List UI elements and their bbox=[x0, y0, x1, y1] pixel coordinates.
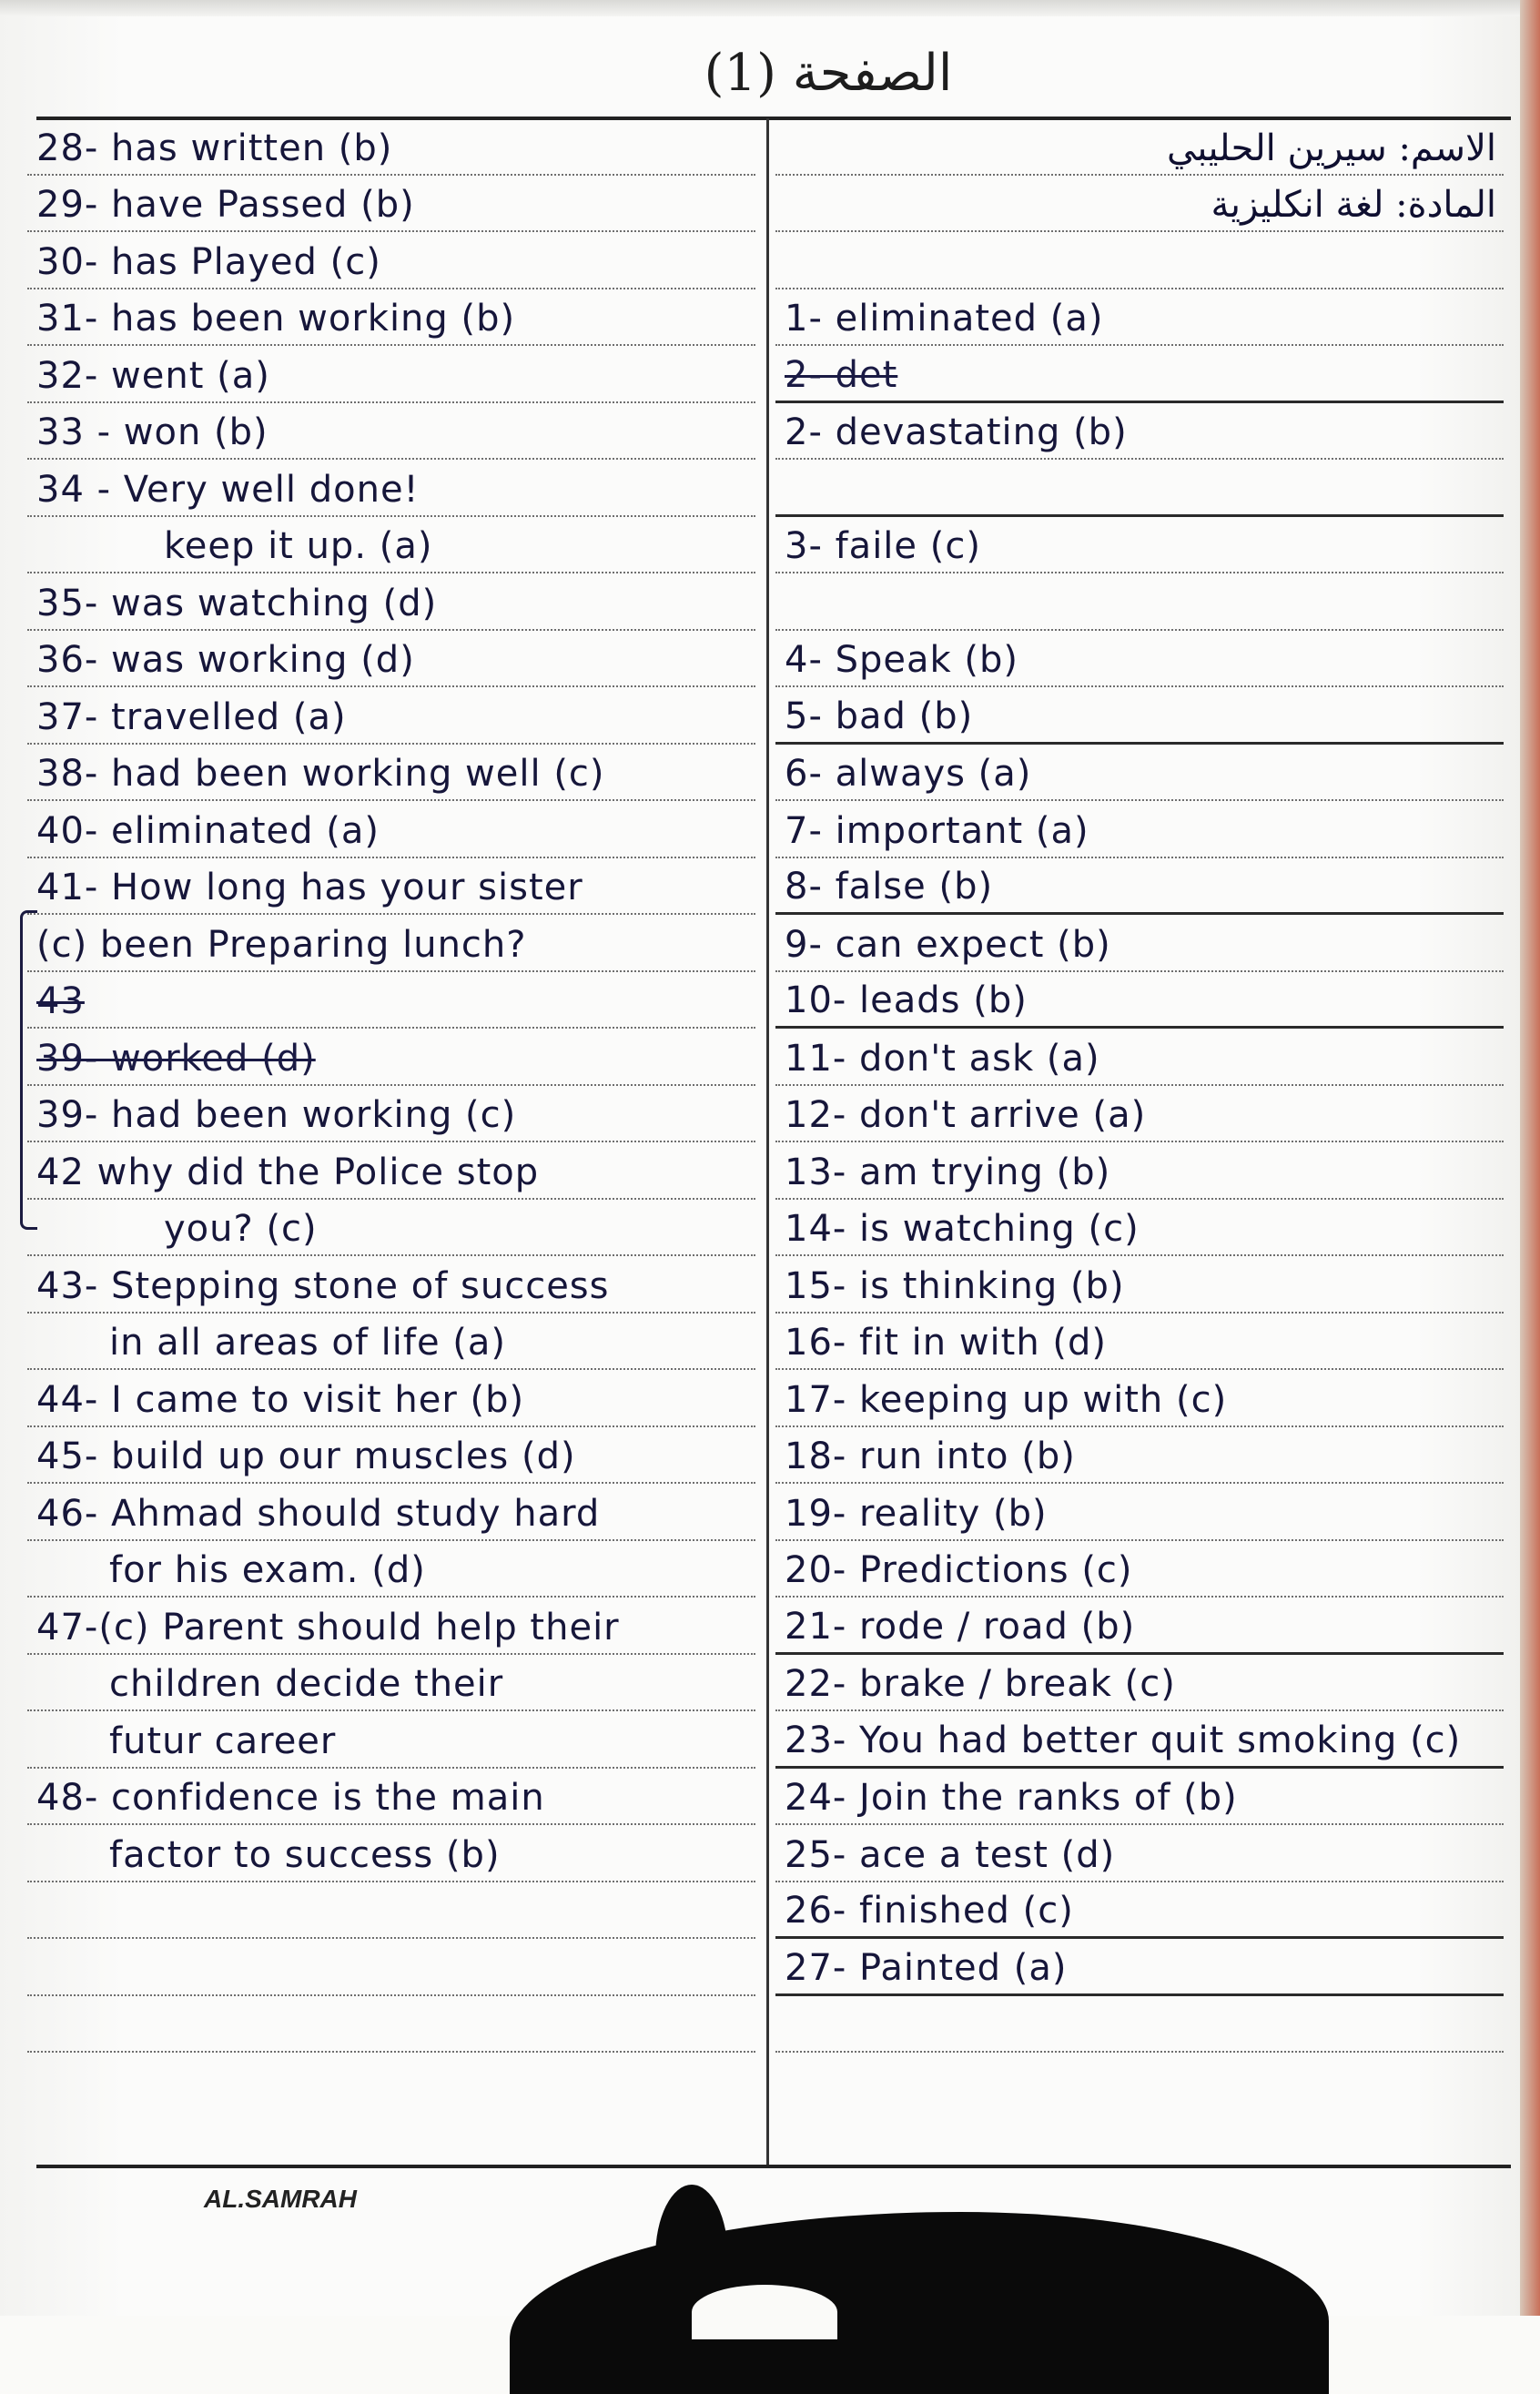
right-answer-line bbox=[775, 745, 1504, 802]
left-answer-line bbox=[27, 687, 755, 745]
left-answer-line bbox=[27, 118, 755, 176]
left-answer-text: 39- had been working (c) bbox=[36, 1094, 517, 1136]
right-answer-text: 2- devastating (b) bbox=[785, 411, 1128, 453]
right-answer-text: 24- Join the ranks of (b) bbox=[785, 1777, 1238, 1819]
left-answer-line bbox=[27, 631, 755, 688]
left-answer-line bbox=[27, 1939, 755, 1996]
right-answer-line bbox=[775, 1655, 1504, 1712]
right-answer-text: 5- bad (b) bbox=[785, 695, 974, 737]
right-answer-line bbox=[775, 289, 1504, 347]
right-answer-line bbox=[775, 403, 1504, 461]
right-answer-text: 7- important (a) bbox=[785, 809, 1089, 852]
right-answer-text: 21- rode / road (b) bbox=[785, 1605, 1136, 1648]
right-answer-line bbox=[775, 1996, 1504, 2054]
right-answer-line bbox=[775, 1769, 1504, 1826]
left-answer-line bbox=[27, 801, 755, 858]
left-answer-line bbox=[27, 1825, 755, 1882]
footer-logo: AL.SAMRAH bbox=[204, 2185, 357, 2213]
left-answer-line bbox=[27, 573, 755, 631]
left-answer-line bbox=[27, 1598, 755, 1655]
left-answer-text: 35- was watching (d) bbox=[36, 582, 438, 624]
left-answer-text: in all areas of life (a) bbox=[109, 1322, 507, 1364]
left-answer-text: 43 bbox=[36, 980, 85, 1022]
left-answer-text: 38- had been working well (c) bbox=[36, 753, 605, 795]
left-answer-text: 33 - won (b) bbox=[36, 411, 268, 453]
right-answer-text: الاسم: سيرين الحليبي bbox=[1166, 127, 1496, 169]
right-answer-line bbox=[775, 176, 1504, 233]
left-answer-text: 37- travelled (a) bbox=[36, 695, 347, 738]
left-answer-text: for his exam. (d) bbox=[109, 1549, 426, 1591]
left-answer-line bbox=[27, 403, 755, 461]
left-answer-text: 36- was working (d) bbox=[36, 639, 415, 681]
left-answer-line bbox=[27, 1427, 755, 1485]
right-answer-column bbox=[775, 118, 1504, 2053]
right-answer-line bbox=[775, 1541, 1504, 1598]
left-answer-text: 45- build up our muscles (d) bbox=[36, 1435, 576, 1477]
left-answer-line bbox=[27, 1142, 755, 1200]
right-answer-text: 25- ace a test (d) bbox=[785, 1833, 1116, 1876]
right-answer-text: 10- leads (b) bbox=[785, 979, 1028, 1021]
left-answer-line bbox=[27, 1882, 755, 1940]
left-answer-text: 32- went (a) bbox=[36, 354, 270, 397]
right-answer-text: 15- is thinking (b) bbox=[785, 1264, 1125, 1307]
shadow-gap bbox=[692, 2285, 837, 2339]
left-answer-line bbox=[27, 1711, 755, 1769]
right-answer-line bbox=[775, 118, 1504, 176]
left-answer-line bbox=[27, 346, 755, 403]
left-answer-text: you? (c) bbox=[164, 1208, 318, 1250]
right-answer-text: 13- am trying (b) bbox=[785, 1151, 1111, 1193]
left-answer-line bbox=[27, 1996, 755, 2054]
right-answer-line bbox=[775, 631, 1504, 688]
right-answer-text: 6- always (a) bbox=[785, 753, 1032, 795]
right-answer-line bbox=[775, 858, 1504, 916]
left-answer-line bbox=[27, 858, 755, 916]
right-answer-line bbox=[775, 915, 1504, 972]
right-answer-line bbox=[775, 232, 1504, 289]
left-answer-line bbox=[27, 460, 755, 517]
right-answer-text: 11- don't ask (a) bbox=[785, 1037, 1100, 1080]
column-divider bbox=[766, 118, 769, 2165]
right-answer-text: 2- det bbox=[785, 353, 898, 396]
right-answer-line bbox=[775, 1200, 1504, 1257]
left-answer-text: 41- How long has your sister bbox=[36, 867, 583, 908]
right-answer-line bbox=[775, 1882, 1504, 1940]
left-answer-line bbox=[27, 232, 755, 289]
left-answer-text: futur career bbox=[109, 1719, 337, 1762]
right-answer-line bbox=[775, 1086, 1504, 1143]
right-answer-text: 9- can expect (b) bbox=[785, 923, 1111, 966]
right-answer-line bbox=[775, 517, 1504, 574]
right-answer-line bbox=[775, 1142, 1504, 1200]
right-answer-line bbox=[775, 972, 1504, 1030]
right-answer-text: 8- false (b) bbox=[785, 866, 994, 908]
right-answer-line bbox=[775, 346, 1504, 403]
left-answer-line bbox=[27, 1086, 755, 1143]
left-answer-line bbox=[27, 745, 755, 802]
left-answer-text: 47-(c) Parent should help their bbox=[36, 1606, 620, 1648]
right-answer-text: 4- Speak (b) bbox=[785, 639, 1018, 681]
left-answer-text: 28- has written (b) bbox=[36, 127, 393, 169]
left-answer-text: 42 why did the Police stop bbox=[36, 1151, 540, 1193]
left-answer-text: children decide their bbox=[109, 1663, 504, 1705]
right-answer-text: 1- eliminated (a) bbox=[785, 298, 1104, 340]
left-answer-text: 31- has been working (b) bbox=[36, 298, 516, 340]
right-answer-text: 12- don't arrive (a) bbox=[785, 1094, 1147, 1136]
right-answer-text: 22- brake / break (c) bbox=[785, 1663, 1176, 1705]
left-answer-text: factor to success (b) bbox=[109, 1833, 501, 1876]
right-answer-text: 23- You had better quit smoking (c) bbox=[785, 1719, 1462, 1761]
left-answer-line bbox=[27, 176, 755, 233]
right-answer-line bbox=[775, 1939, 1504, 1996]
right-answer-text: 26- finished (c) bbox=[785, 1890, 1074, 1932]
left-answer-text: (c) been Preparing lunch? bbox=[36, 923, 527, 966]
right-answer-line bbox=[775, 1711, 1504, 1769]
bottom-rule bbox=[36, 2165, 1511, 2168]
left-answer-column bbox=[27, 118, 755, 2053]
left-answer-text: 48- confidence is the main bbox=[36, 1777, 545, 1819]
page-top-edge bbox=[0, 0, 1540, 16]
right-answer-text: 17- keeping up with (c) bbox=[785, 1378, 1228, 1421]
right-answer-text: المادة: لغة انكليزية bbox=[1211, 184, 1496, 226]
left-answer-line bbox=[27, 1314, 755, 1371]
left-answer-text: 30- has Played (c) bbox=[36, 240, 381, 283]
left-answer-line bbox=[27, 1484, 755, 1541]
left-answer-text: 40- eliminated (a) bbox=[36, 809, 380, 852]
left-answer-line bbox=[27, 1029, 755, 1086]
right-answer-text: 14- is watching (c) bbox=[785, 1208, 1140, 1250]
right-answer-line bbox=[775, 1825, 1504, 1882]
right-answer-line bbox=[775, 1314, 1504, 1371]
left-answer-line bbox=[27, 517, 755, 574]
left-answer-text: 39- worked (d) bbox=[36, 1037, 316, 1080]
left-answer-text: 34 - Very well done! bbox=[36, 468, 420, 511]
right-answer-line bbox=[775, 801, 1504, 858]
right-answer-line bbox=[775, 460, 1504, 517]
left-answer-text: 29- have Passed (b) bbox=[36, 184, 415, 226]
right-answer-line bbox=[775, 1029, 1504, 1086]
right-answer-line bbox=[775, 1484, 1504, 1541]
left-answer-line bbox=[27, 972, 755, 1030]
right-answer-line bbox=[775, 1256, 1504, 1314]
right-answer-text: 19- reality (b) bbox=[785, 1492, 1048, 1535]
right-answer-text: 27- Painted (a) bbox=[785, 1946, 1068, 1989]
right-answer-text: 18- run into (b) bbox=[785, 1435, 1076, 1477]
left-answer-line bbox=[27, 1256, 755, 1314]
left-answer-line bbox=[27, 915, 755, 972]
left-answer-line bbox=[27, 289, 755, 347]
right-answer-line bbox=[775, 687, 1504, 745]
page-number-heading: الصفحة (1) bbox=[704, 44, 953, 103]
right-answer-line bbox=[775, 1598, 1504, 1655]
right-answer-line bbox=[775, 573, 1504, 631]
left-answer-text: 44- I came to visit her (b) bbox=[36, 1378, 525, 1421]
right-answer-line bbox=[775, 1427, 1504, 1485]
left-answer-text: 43- Stepping stone of success bbox=[36, 1264, 610, 1307]
page-right-edge bbox=[1520, 0, 1540, 2316]
right-answer-line bbox=[775, 1370, 1504, 1427]
left-answer-line bbox=[27, 1370, 755, 1427]
left-answer-line bbox=[27, 1769, 755, 1826]
left-answer-line bbox=[27, 1541, 755, 1598]
left-answer-line bbox=[27, 1200, 755, 1257]
right-answer-text: 3- faile (c) bbox=[785, 525, 981, 567]
left-answer-text: 46- Ahmad should study hard bbox=[36, 1492, 601, 1535]
left-answer-text: keep it up. (a) bbox=[164, 525, 433, 567]
right-answer-text: 16- fit in with (d) bbox=[785, 1322, 1107, 1364]
right-answer-text: 20- Predictions (c) bbox=[785, 1549, 1133, 1591]
left-answer-line bbox=[27, 1655, 755, 1712]
